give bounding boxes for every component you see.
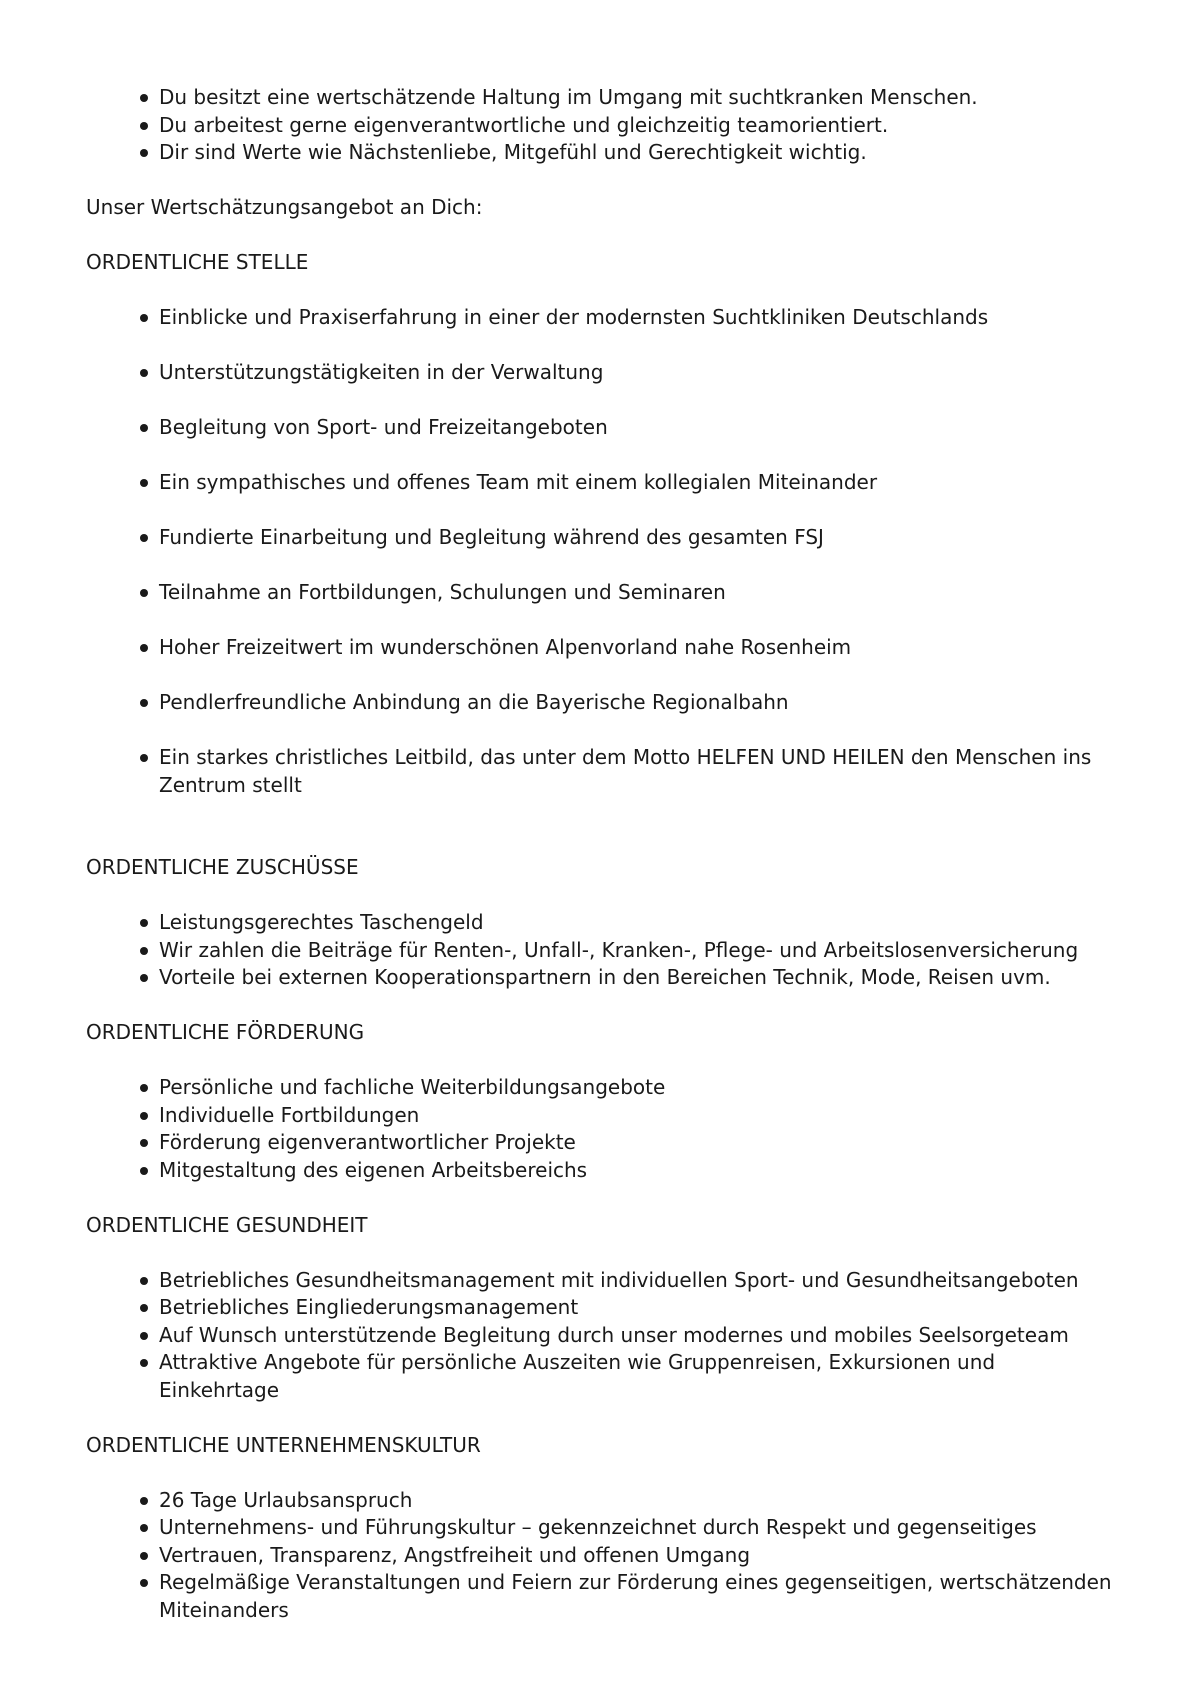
list-item: Ein sympathisches und offenes Team mit einem kollegialen Miteinander [86, 469, 1116, 497]
unternehmenskultur-list [86, 1487, 1116, 1625]
section-heading-foerderung: ORDENTLICHE FÖRDERUNG [86, 1020, 365, 1044]
gesundheit-list [86, 1267, 1116, 1405]
stelle-list [86, 304, 1116, 799]
list-item: Wir zahlen die Beiträge für Renten-, Unfall-, Kranken-, Pflege- und Arbeitslosenversicherung [86, 937, 1116, 965]
list-item: Vorteile bei externen Kooperationspartnern in den Bereichen Technik, Mode, Reisen uvm. [86, 964, 1116, 992]
list-item: Du arbeitest gerne eigenverantwortliche und gleichzeitig teamorientiert. [86, 112, 1116, 140]
list-item: Hoher Freizeitwert im wunderschönen Alpenvorland nahe Rosenheim [86, 634, 1116, 662]
document-body [86, 84, 1116, 1624]
intro-list [86, 84, 1116, 167]
list-item: Pendlerfreundliche Anbindung an die Bayerische Regionalbahn [86, 689, 1116, 717]
list-item: 26 Tage Urlaubsanspruch [86, 1487, 1116, 1515]
list-item: Attraktive Angebote für persönliche Auszeiten wie Gruppenreisen, Exkursionen und Einkehrtage [86, 1349, 1116, 1404]
list-item: Betriebliches Gesundheitsmanagement mit individuellen Sport- und Gesundheitsangeboten [86, 1267, 1116, 1295]
offer-intro: Unser Wertschätzungsangebot an Dich: [86, 195, 483, 219]
list-item: Fundierte Einarbeitung und Begleitung während des gesamten FSJ [86, 524, 1116, 552]
list-item: Vertrauen, Transparenz, Angstfreiheit und offenen Umgang [86, 1542, 1116, 1570]
list-item: Unternehmens- und Führungskultur – gekennzeichnet durch Respekt und gegenseitiges [86, 1514, 1116, 1542]
list-item: Individuelle Fortbildungen [86, 1102, 1116, 1130]
list-item: Regelmäßige Veranstaltungen und Feiern zur Förderung eines gegenseitigen, wertschätzenden Miteinanders [86, 1569, 1116, 1624]
list-item: Leistungsgerechtes Taschengeld [86, 909, 1116, 937]
list-item: Auf Wunsch unterstützende Begleitung durch unser modernes und mobiles Seelsorgeteam [86, 1322, 1116, 1350]
list-item: Förderung eigenverantwortlicher Projekte [86, 1129, 1116, 1157]
list-item: Begleitung von Sport- und Freizeitangeboten [86, 414, 1116, 442]
list-item: Ein starkes christliches Leitbild, das unter dem Motto HELFEN UND HEILEN den Menschen ins Zentrum stellt [86, 744, 1116, 799]
list-item: Persönliche und fachliche Weiterbildungsangebote [86, 1074, 1116, 1102]
foerderung-list [86, 1074, 1116, 1184]
section-heading-unternehmenskultur: ORDENTLICHE UNTERNEHMENSKULTUR [86, 1432, 481, 1457]
list-item: Unterstützungstätigkeiten in der Verwaltung [86, 359, 1116, 387]
section-heading-zuschuesse: ORDENTLICHE ZUSCHÜSSE [86, 855, 359, 879]
list-item: Teilnahme an Fortbildungen, Schulungen und Seminaren [86, 579, 1116, 607]
section-heading-gesundheit: ORDENTLICHE GESUNDHEIT [86, 1212, 368, 1237]
list-item: Dir sind Werte wie Nächstenliebe, Mitgefühl und Gerechtigkeit wichtig. [86, 139, 1116, 167]
list-item: Einblicke und Praxiserfahrung in einer der modernsten Suchtkliniken Deutschlands [86, 304, 1116, 332]
list-item: Betriebliches Eingliederungsmanagement [86, 1294, 1116, 1322]
list-item: Mitgestaltung des eigenen Arbeitsbereichs [86, 1157, 1116, 1185]
zuschuesse-list [86, 909, 1116, 992]
section-heading-stelle: ORDENTLICHE STELLE [86, 250, 309, 274]
list-item: Du besitzt eine wertschätzende Haltung im Umgang mit suchtkranken Menschen. [86, 84, 1116, 112]
